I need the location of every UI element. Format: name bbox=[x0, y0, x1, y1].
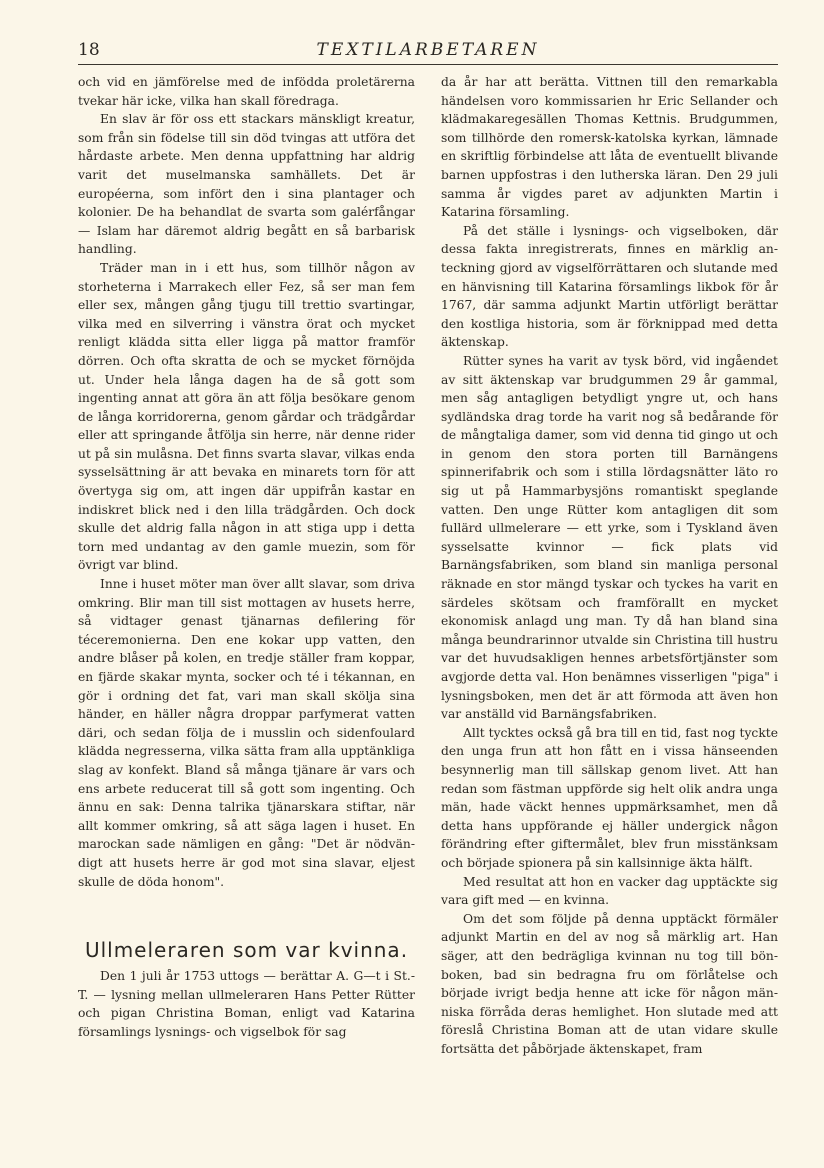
header-rule bbox=[78, 64, 778, 65]
paragraph: Om det som följde på denna upptäckt förmäler adjunkt Martin en del av nog så märklig art. Han säger, att den bedrägliga kvinnan nu tog till bönboken, bad sin bedragna fru om förlåtelse och började ivrigt bedja henne att icke för någon människa förråda deras hemlighet. Hon slutade med att föreslå Christina Boman att de utan vidare skulle fortsätta det påbörjade äktenskapet, fram bbox=[441, 911, 778, 1056]
paragraph: Allt tycktes också gå bra till en tid, fast nog tyckte den unga frun att hon fått en i vissa hänseenden besynnerlig man till sällskap genom livet. Att han redan som fästman uppförde sig helt olik andra unga män, hade väckt hennes uppmärksamhet, men då detta hans uppförande ej häller undergick någon förändring efter giftermålet, blev frun misstänksam och började spionera på sin kallsinnige äkta hälft. bbox=[441, 725, 778, 870]
paragraph: På det ställe i lysnings- och vigselboken, där dessa fakta inregistrerats, finnes en märklig anteckning gjord av vigselförrättaren och slutande med en hänvisning till Katarina församlings likbok för år 1767, där samma adjunkt Martin utförligt berättar den kostliga historia, som är förknippad med detta äktenskap. bbox=[441, 223, 778, 350]
paragraph: da år har att berätta. Vittnen till den remarkabla händelsen voro kommissarien hr Eric Sellander och klädmakaregesällen Thomas Kettnis. Brudgummen, som tillhörde den romersk-katolska kyrkan, lämnade en skriftlig förbindelse att låta de eventuellt blivande barnen uppfostras i den lutherska läran. Den 29 juli samma år vigdes paret av adjunkten Martin i Katarina församling. bbox=[441, 75, 778, 220]
page-header bbox=[78, 38, 778, 64]
paragraph: och vid en jämförelse med de infödda proletärerna tvekar här icke, vilka han skall föredraga. bbox=[78, 75, 415, 108]
right-column bbox=[441, 73, 778, 1058]
running-title: TEXTILARBETAREN bbox=[316, 40, 540, 60]
paragraph: Rütter synes ha varit av tysk börd, vid ingåendet av sitt äktenskap var brudgummen 29 år gammal, men såg antagligen betydligt yngre ut, och hans sydländska drag torde ha varit nog så bedårande för de mångtaliga damer, som vid denna tid gingo ut och in genom den stora porten till Barnängens spinnerifabrik och som i stilla lördagsnätter läto ro sig ut på Hammarbysjöns romantiskt speglande vatten. Den unge Rütter kom antagligen dit som fullärd ullmelerare — ett yrke, som i Tyskland även sysselsatte kvinnor — fick plats vid Barnängsfabriken, som bland sin manliga personal räknade en stor mängd tyskar och tyckes ha varit en särdeles skötsam och framförallt en mycket ekonomisk anlagd ung man. Ty då han bland sina många beundrarinnor utvalde sin Christina till hustru var det huvudsakligen hennes arbetsförtjänster som avgjorde detta val. Hon benämnes visserligen "piga" i lysningsboken, men det är att förmoda att även hon var anställd vid Barnängsfabriken. bbox=[441, 353, 778, 722]
paragraph: Träder man in i ett hus, som tillhör någon av storheterna i Marrakech eller Fez, så ser man fem eller sex, mången gång tjugu till trettio svartingar, vilka med en silverring i vänstra örat och mycket renligt klädda sitta eller ligga på mattor framför dörren. Och ofta skratta de och se mycket förnöjda ut. Under hela långa dagen ha de så gott som ingenting annat att göra än att följa besökare genom de långa korridorerna, genom gårdar och trädgårdar eller att springande åtfölja sin herre, när denne rider ut på sin mulåsna. Det finns svarta slavar, vilkas enda sysselsättning är att bevaka en minarets torn för att övertyga sig om, att ingen där uppifrån kastar en indiskret blick ned i den lilla trädgården. Och dock skulle det aldrig falla någon in att stiga upp i detta torn med undantag av den gamle muezin, som för övrigt var blind. bbox=[78, 260, 415, 573]
paragraph: Den 1 juli år 1753 uttogs — berättar A. G—t i St.-T. — lysning mellan ullmeleraren Hans Petter Rütter och pigan Christina Boman, enligt vad Katarina församlings lysnings- och vigselbok för sag bbox=[78, 969, 415, 1039]
paragraph: En slav är för oss ett stackars mänskligt kreatur, som från sin födelse till sin död tvingas att utföra det hårdaste arbete. Men denna uppfattning har aldrig varit det muselmanska samhällets. Det är européerna, som infört den i sina plantager och kolonier. De ha behandlat de svarta som galérfångar — Islam har däremot aldrig begått en så barbarisk handling. bbox=[78, 112, 415, 257]
page-number: 18 bbox=[78, 40, 100, 60]
section-heading: Ullmeleraren som var kvinna. bbox=[84, 938, 409, 963]
section-gap bbox=[78, 891, 415, 939]
paragraph: Inne i huset möter man över allt slavar, som driva omkring. Blir man till sist mottagen av husets herre, så vidtager genast tjänarnas defilering för téceremonierna. Den ene kokar upp vatten, den andre blåser på kolen, en tredje ställer fram koppar, en fjärde skakar mynta, socker och té i tékannan, en gör i ordning det fat, vari man skall skölja sina händer, en häller några droppar parfymerat vatten däri, och sedan följa de i musslin och sidenfoulard klädda negresserna, vilka sätta fram alla upptänkliga slag av konfekt. Bland så många tjänare är vars och ens arbete reducerat till så gott som ingenting. Och ännu en sak: Denna talrika tjänarskara stiftar, när allt kommer omkring, så att säga lagen i huset. En marockan sade nämligen en gång: "Det är nödvändigt att husets herre är god mot sina slavar, eljest skulle de döda honom". bbox=[78, 577, 415, 889]
paragraph: Med resultat att hon en vacker dag upptäckte sig vara gift med — en kvinna. bbox=[441, 874, 778, 908]
left-column bbox=[78, 73, 415, 1042]
